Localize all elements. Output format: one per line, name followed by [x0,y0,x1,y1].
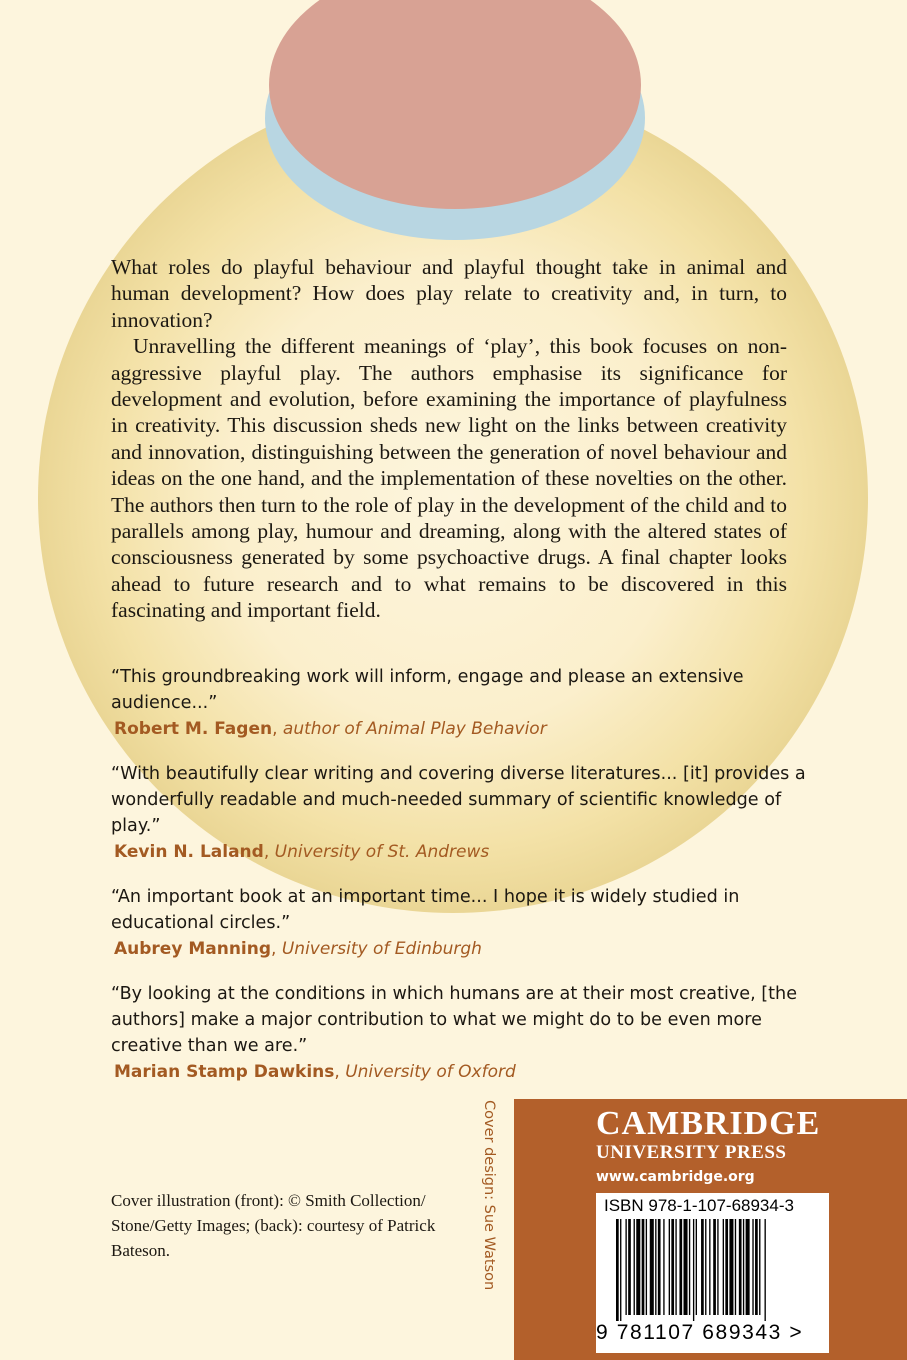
barcode-bar [658,1219,661,1315]
barcode-bar [729,1219,733,1315]
barcode-bar [709,1219,710,1315]
cover-illustration-credit: Cover illustration (front): © Smith Collection/ Stone/Getty Images; (back): courtesy of Patrick Bateson. [111,1191,436,1260]
barcode-bar [646,1219,647,1315]
endorser-affiliation: University of Oxford [345,1062,516,1082]
barcode-bar [752,1219,753,1315]
publisher-name: CAMBRIDGE [596,1105,821,1142]
publisher-subtitle: UNIVERSITY PRESS [596,1142,787,1163]
endorser-affiliation: author of Animal Play Behavior [282,719,547,739]
barcode-bar [696,1219,697,1315]
barcode-bar [705,1219,706,1315]
barcode-bar [723,1219,724,1315]
endorsement-attribution: Marian Stamp Dawkins, University of Oxford [114,1062,516,1082]
cover-design-credit: Cover design: Sue Watson [481,1100,497,1291]
endorsement [111,981,811,1085]
barcode-bar [642,1219,645,1315]
endorsement [111,761,811,865]
barcode-digits: 9 781107 689343 > [596,1321,804,1344]
book-blurb [111,254,787,624]
endorser-name: Kevin N. Laland [114,842,264,862]
barcode-bar [655,1219,656,1315]
barcode-bar [671,1219,674,1315]
endorsement-text: “By looking at the conditions in which humans are at their most creative, [the authors] make a major contribution to what we might do to be even more creative than we are.” [111,984,798,1056]
barcode-bar [625,1219,626,1315]
barcode-bar [725,1219,728,1315]
endorsement-text: “An important book at an important time... I hope it is widely studied in educational circles.” [111,887,740,933]
blurb-paragraph-2: Unravelling the different meanings of ‘play’, this book focuses on non-aggressive playful play. The authors emphasise its significance for development and evolution, before examining the importance of playfulness in creativity. This discussion sheds new light on the links between creativity and innovation, distinguishing between the generation of novel behaviour and ideas on the one hand, and the implementation of these novelties on the other. The authors then turn to the role of play in the development of the child and to parallels among play, humour and dreaming, along with the altered states of consciousness generated by some psychoactive drugs. A final chapter looks ahead to future research and to what remains to be discovered in this fascinating and important field. [111,334,787,623]
isbn-label: ISBN 978-1-107-68934-3 [604,1196,794,1215]
barcode-box [596,1193,829,1353]
endorser-affiliation: University of Edinburgh [281,939,482,959]
endorsement [111,884,811,962]
barcode-bar [701,1219,704,1315]
endorser-name: Aubrey Manning [114,939,272,959]
blurb-paragraph-1: What roles do playful behaviour and playful thought take in animal and human development? How does play relate to creativity and, in turn, to innovation? [111,255,787,332]
barcode-bar [663,1219,664,1315]
endorser-name: Robert M. Fagen [114,719,273,739]
barcode-bar [620,1219,621,1321]
barcode-bar [669,1219,670,1315]
barcode-bar [650,1219,654,1315]
barcode-bar [679,1219,682,1315]
barcode-bar [743,1219,744,1315]
endorsements [111,664,811,1104]
endorsement-attribution: Aubrey Manning, University of Edinburgh [114,939,482,959]
barcode-bar [735,1219,736,1315]
barcode-bar [634,1219,635,1315]
barcode-bar [689,1219,690,1315]
barcode-bar [616,1219,619,1321]
barcode-bar [684,1219,688,1315]
endorser-name: Marian Stamp Dawkins [114,1062,335,1082]
endorsement-text: “This groundbreaking work will inform, engage and please an extensive audience...” [111,667,744,713]
barcode-bar [636,1219,640,1315]
endorsement-text: “With beautifully clear writing and covering diverse literatures... [it] provides a wonderfully readable and much-needed summary of scientific knowledge of play.” [111,764,806,836]
barcode-bar [717,1219,718,1315]
barcode-bar [765,1219,766,1321]
endorsement-attribution: Kevin N. Laland, University of St. Andrews [114,842,490,862]
barcode-bar [693,1219,694,1321]
barcode-bar [755,1219,758,1315]
publisher-panel [514,1099,907,1360]
barcode-bar [675,1219,676,1315]
barcode-bar [759,1219,760,1315]
barcode-bar [746,1219,750,1315]
publisher-url: www.cambridge.org [596,1169,755,1185]
barcode-bar [739,1219,742,1315]
endorser-affiliation: University of St. Andrews [274,842,490,862]
barcode-bar [628,1219,631,1315]
endorsement-attribution: Robert M. Fagen, author of Animal Play Behavior [114,719,547,739]
barcode-bar [713,1219,716,1315]
endorsement [111,664,811,742]
barcode-graphic [600,1219,825,1321]
